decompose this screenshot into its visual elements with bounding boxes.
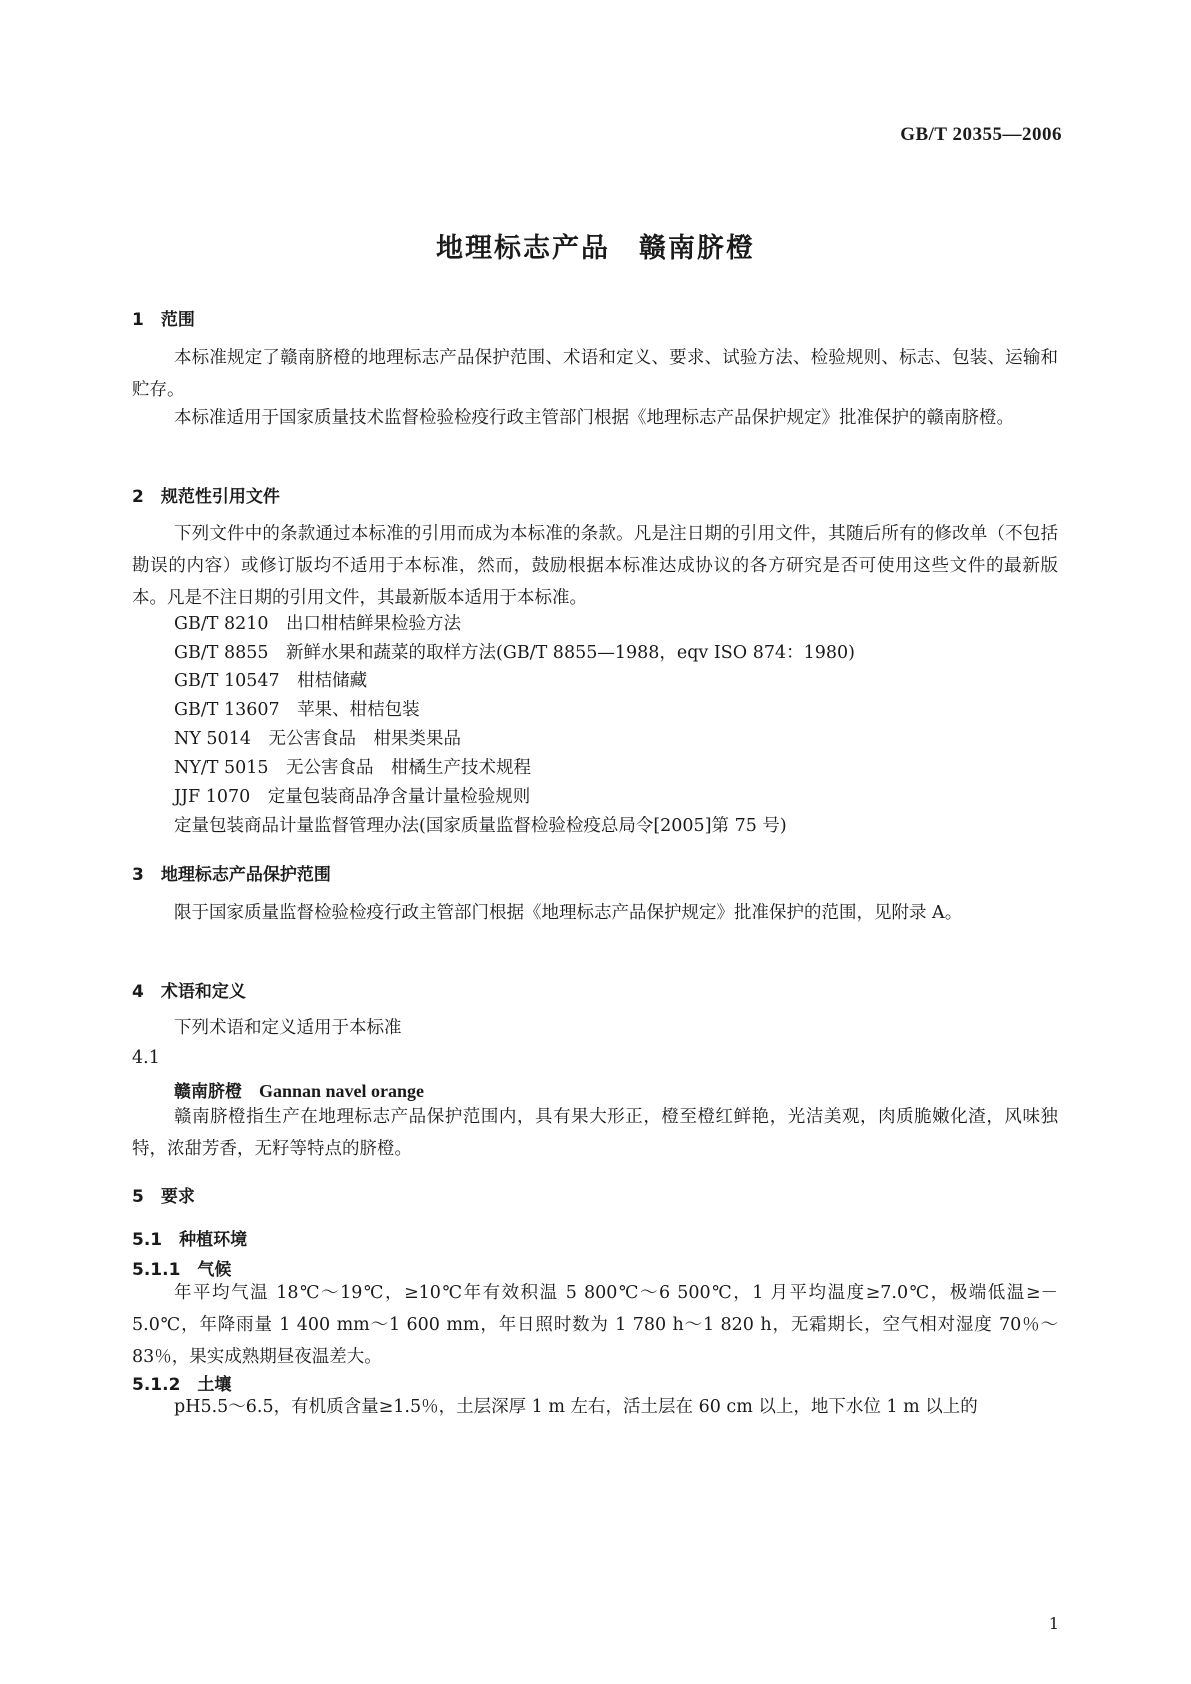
reference-item: NY 5014 无公害食品 柑果类果品 — [174, 729, 461, 749]
section-1-paragraph-2: 本标准适用于国家质量技术监督检验检疫行政主管部门根据《地理标志产品保护规定》批准保护的赣南脐橙。 — [174, 408, 1014, 428]
section-1-paragraph-1: 本标准规定了赣南脐橙的地理标志产品保护范围、术语和定义、要求、试验方法、检验规则、标志、包装、运输和贮存。 — [132, 348, 1058, 400]
term-chinese: 赣南脐橙 — [174, 1082, 242, 1102]
section-4-heading: 4 术语和定义 — [132, 982, 246, 1002]
document-code: GB/T 20355—2006 — [900, 124, 1062, 145]
reference-item: GB/T 8210 出口柑桔鲜果检验方法 — [174, 614, 462, 634]
reference-item: GB/T 10547 柑桔储藏 — [174, 671, 368, 691]
section-1-heading: 1 范围 — [132, 310, 195, 330]
subsection-5-1-2-heading: 5.1.2 土壤 — [132, 1375, 232, 1395]
term-english: Gannan navel orange — [259, 1081, 425, 1101]
section-5-heading: 5 要求 — [132, 1187, 195, 1207]
section-3-paragraph: 限于国家质量监督检验检疫行政主管部门根据《地理标志产品保护规定》批准保护的范围，见附录 A。 — [174, 903, 963, 923]
soil-paragraph: pH5.5～6.5，有机质含量≥1.5％，土层深厚 1 m 左右，活土层在 60 cm 以上，地下水位 1 m 以上的 — [174, 1397, 978, 1417]
reference-item: GB/T 8855 新鲜水果和蔬菜的取样方法(GB/T 8855—1988，eqv ISO 874：1980) — [174, 643, 855, 663]
subsection-5-1-1-heading: 5.1.1 气候 — [132, 1260, 232, 1280]
page-number: 1 — [1048, 1614, 1059, 1633]
term-number: 4.1 — [132, 1048, 160, 1068]
section-2-paragraph: 下列文件中的条款通过本标准的引用而成为本标准的条款。凡是注日期的引用文件，其随后所有的修改单（不包括勘误的内容）或修订版均不适用于本标准，然而，鼓励根据本标准达成协议的各方研究是否可使用这些文件的最新版本。凡是不注日期的引用文件，其最新版本适用于本标准。 — [132, 524, 1058, 608]
section-4-intro: 下列术语和定义适用于本标准 — [174, 1018, 402, 1038]
reference-item: NY/T 5015 无公害食品 柑橘生产技术规程 — [174, 758, 532, 778]
climate-paragraph: 年平均气温 18℃～19℃，≥10℃年有效积温 5 800℃～6 500℃，1 月平均温度≥7.0℃，极端低温≥－5.0℃，年降雨量 1 400 mm～1 600 mm，年日照时数为 1 780 h～1 820 h，无霜期长，空气相对湿度 70％～83％，果实成熟期昼夜温差大。 — [132, 1283, 1058, 1367]
reference-item: JJF 1070 定量包装商品净含量计量检验规则 — [174, 787, 531, 807]
reference-item: 定量包装商品计量监督管理办法(国家质量监督检验检疫总局令[2005]第 75 号) — [174, 816, 787, 836]
reference-item: GB/T 13607 苹果、柑桔包装 — [174, 700, 420, 720]
section-3-heading: 3 地理标志产品保护范围 — [132, 865, 331, 885]
page-title: 地理标志产品 赣南脐橙 — [436, 233, 755, 264]
term-definition: 赣南脐橙指生产在地理标志产品保护范围内，具有果大形正，橙至橙红鲜艳，光洁美观，肉质脆嫩化渣，风味独特，浓甜芳香，无籽等特点的脐橙。 — [132, 1107, 1058, 1159]
section-2-heading: 2 规范性引用文件 — [132, 487, 280, 507]
subsection-5-1-heading: 5.1 种植环境 — [132, 1230, 248, 1250]
term-heading — [174, 1077, 424, 1102]
